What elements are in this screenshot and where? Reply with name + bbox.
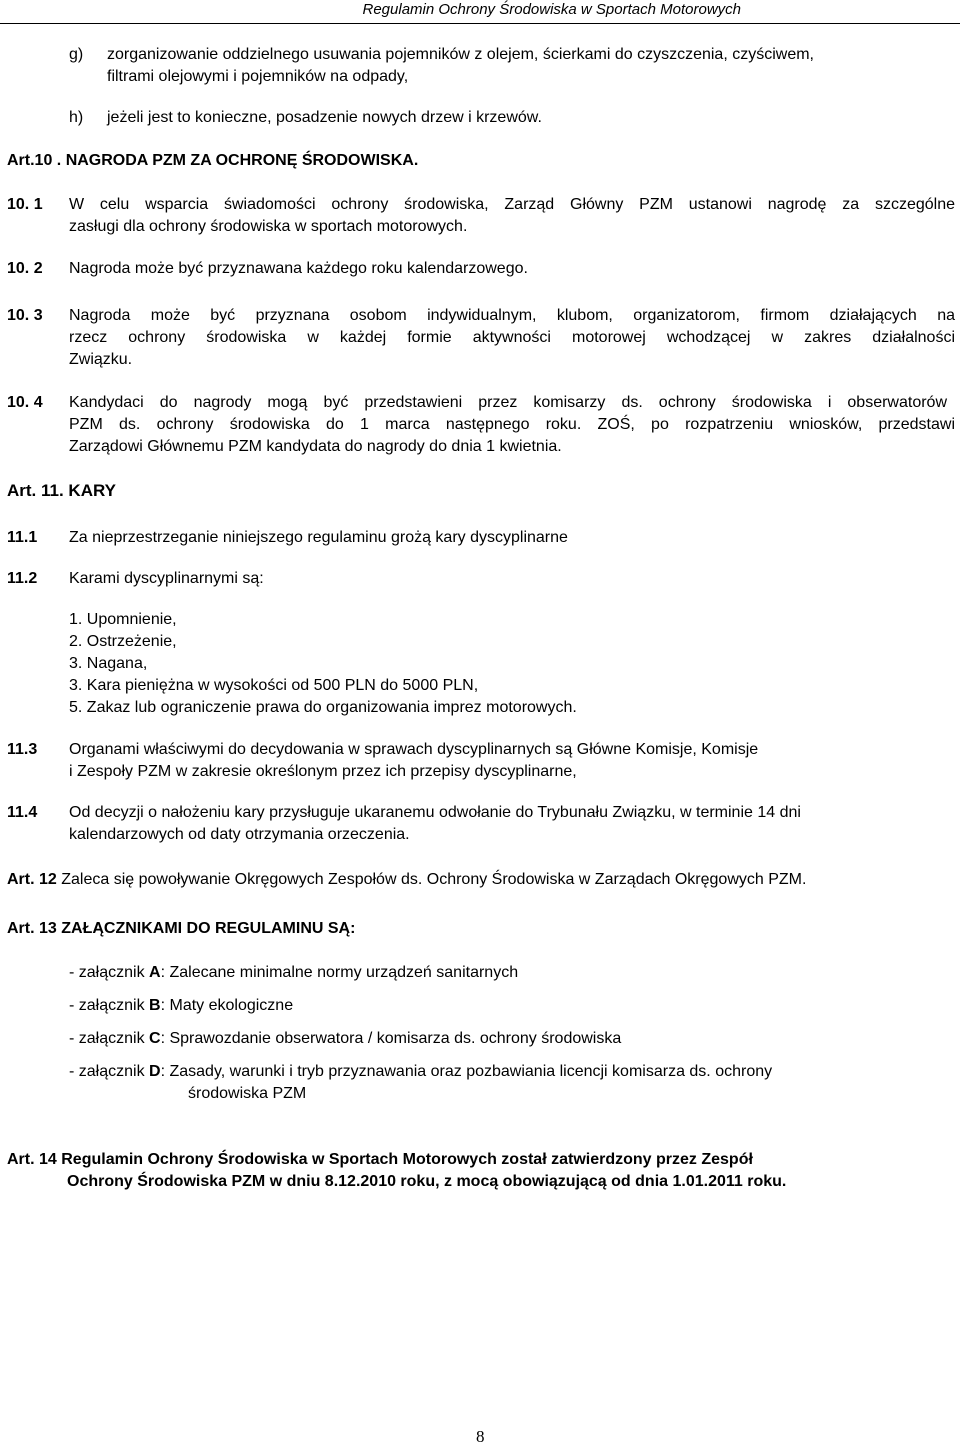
- attachment-item-a: [69, 962, 518, 984]
- art12-label: Art. 12: [7, 871, 57, 888]
- section-10-4-line3: Zarządowi Głównemu PZM kandydata do nagrody do dnia 1 kwietnia.: [69, 438, 562, 455]
- art13-heading: ZAŁĄCZNIKAMI DO REGULAMINU SĄ:: [56, 920, 356, 937]
- attachment-letter: D: [149, 1063, 161, 1080]
- section-number: 10. 4: [7, 394, 43, 411]
- attachment-prefix: - załącznik: [69, 997, 150, 1014]
- section-11-2-text: Karami dyscyplinarnymi są:: [69, 570, 264, 587]
- art14-line1: Art. 14 Regulamin Ochrony Środowiska w Sportach Motorowych został zatwierdzony przez Zespół: [7, 1151, 753, 1168]
- section-number: 11.2: [7, 570, 38, 587]
- section-number: 11.3: [7, 741, 38, 758]
- art11-heading: Art. 11. KARY: [7, 481, 116, 500]
- art10-heading: Art.10 . NAGRODA PZM ZA OCHRONĘ ŚRODOWISKA.: [7, 152, 419, 169]
- penalty-item: 5. Zakaz lub ograniczenie prawa do organizowania imprez motorowych.: [69, 699, 577, 716]
- page-number: 8: [476, 1427, 485, 1444]
- attachment-text: : Zalecane minimalne normy urządzeń sanitarnych: [160, 964, 519, 981]
- attachment-prefix: - załącznik: [69, 1030, 150, 1047]
- section-11-4-line1: Od decyzji o nałożeniu kary przysługuje ukaranemu odwołanie do Trybunału Związku, w terminie 14 dni: [69, 804, 801, 821]
- header-rule: [0, 23, 960, 24]
- attachment-text: : Zasady, warunki i tryb przyznawania oraz pozbawiania licencji komisarza ds. ochrony: [160, 1063, 773, 1080]
- penalty-item: 1. Upomnienie,: [69, 611, 177, 628]
- section-number: 11.4: [7, 804, 38, 821]
- section-number: 10. 3: [7, 307, 43, 324]
- list-label-h: h): [69, 109, 84, 126]
- section-number: 10. 1: [7, 196, 43, 213]
- attachment-prefix: - załącznik: [69, 964, 150, 981]
- attachment-text: : Maty ekologiczne: [160, 997, 294, 1014]
- section-10-4-line2: PZM ds. ochrony środowiska do 1 marca następnego roku. ZOŚ, po rozpatrzeniu wniosków, przedstawi: [69, 416, 955, 433]
- art12-paragraph: [7, 869, 806, 891]
- section-11-4-line2: kalendarzowych od daty otrzymania orzeczenia.: [69, 826, 410, 843]
- section-number: 10. 2: [7, 260, 43, 277]
- attachment-text: : Sprawozdanie obserwatora / komisarza ds. ochrony środowiska: [160, 1030, 622, 1047]
- attachment-prefix: - załącznik: [69, 1063, 150, 1080]
- section-10-1-line2: zasługi dla ochrony środowiska w sportach motorowych.: [69, 218, 468, 235]
- section-number: 11.1: [7, 529, 38, 546]
- penalty-item: 3. Kara pieniężna w wysokości od 500 PLN do 5000 PLN,: [69, 677, 479, 694]
- attachment-letter: C: [149, 1030, 161, 1047]
- running-header: Regulamin Ochrony Środowiska w Sportach Motorowych: [362, 1, 741, 18]
- section-11-3-line1: Organami właściwymi do decydowania w sprawach dyscyplinarnych są Główne Komisje, Komisje: [69, 741, 759, 758]
- attachment-letter: A: [149, 964, 161, 981]
- art12-text: Zaleca się powoływanie Okręgowych Zespołów ds. Ochrony Środowiska w Zarządach Okręgowych PZM.: [56, 871, 807, 888]
- attachment-item-d: [69, 1061, 772, 1083]
- attachment-item-b: [69, 995, 293, 1017]
- section-11-1-text: Za nieprzestrzeganie niniejszego regulaminu grożą kary dyscyplinarne: [69, 529, 568, 546]
- section-11-3-line2: i Zespoły PZM w zakresie określonym przez ich przepisy dyscyplinarne,: [69, 763, 577, 780]
- penalty-item: 3. Nagana,: [69, 655, 148, 672]
- list-item-g-line1: zorganizowanie oddzielnego usuwania pojemników z olejem, ścierkami do czyszczenia, czyściwem,: [107, 46, 814, 63]
- attachment-item-d-cont: środowiska PZM: [188, 1085, 307, 1102]
- art13-heading-line: [7, 918, 355, 940]
- section-10-3-line2: rzecz ochrony środowiska w każdej formie aktywności motorowej wchodzącej w zakres działalności: [69, 329, 955, 346]
- art13-label: Art. 13: [7, 920, 57, 937]
- list-label-g: g): [69, 46, 84, 63]
- list-item-h-line1: jeżeli jest to konieczne, posadzenie nowych drzew i krzewów.: [107, 109, 542, 126]
- section-10-4-line1: Kandydaci do nagrody mogą być przedstawieni przez komisarzy ds. ochrony środowiska i obserwatorów: [69, 394, 947, 411]
- attachment-letter: B: [149, 997, 161, 1014]
- section-10-2-text: Nagroda może być przyznawana każdego roku kalendarzowego.: [69, 260, 528, 277]
- section-10-3-line1: Nagroda może być przyznana osobom indywidualnym, klubom, organizatorom, firmom działających na: [69, 307, 955, 324]
- penalty-item: 2. Ostrzeżenie,: [69, 633, 177, 650]
- list-item-g-line2: filtrami olejowymi i pojemników na odpady,: [107, 68, 409, 85]
- attachment-item-c: [69, 1028, 621, 1050]
- section-10-1-line1: W celu wsparcia świadomości ochrony środowiska, Zarząd Główny PZM ustanowi nagrodę za szczególne: [69, 196, 955, 213]
- section-10-3-line3: Związku.: [69, 351, 133, 368]
- art14-line2: Ochrony Środowiska PZM w dniu 8.12.2010 roku, z mocą obowiązującą od dnia 1.01.2011 roku.: [67, 1173, 787, 1190]
